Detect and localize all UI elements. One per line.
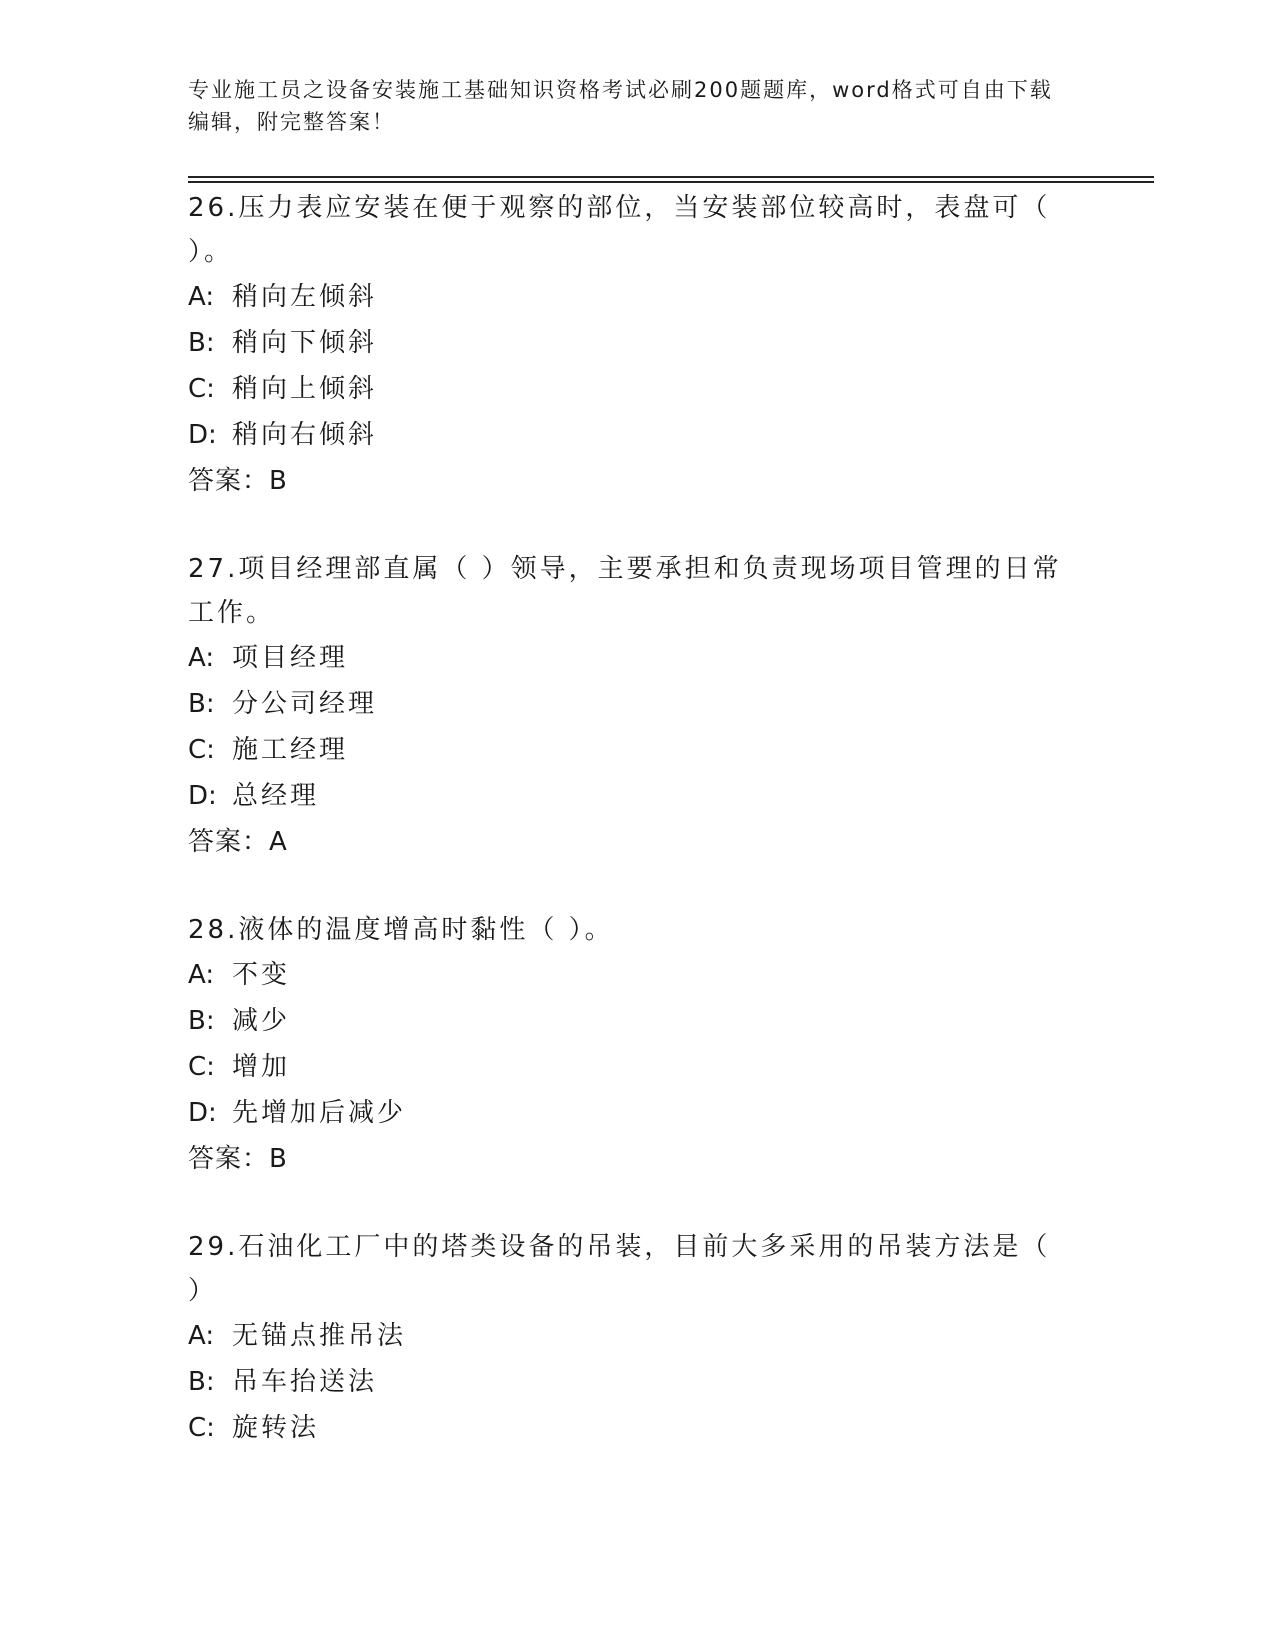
option-text: 不变 — [232, 960, 291, 990]
question-26 — [188, 186, 1068, 504]
option-letter: D: — [188, 781, 217, 811]
option-letter: C: — [188, 374, 215, 404]
option-text: 施工经理 — [232, 735, 349, 765]
question-stem: 29.石油化工厂中的塔类设备的吊装，目前大多采用的吊装方法是（ ） — [188, 1232, 1051, 1306]
option-c — [188, 727, 1068, 773]
option-c — [188, 1044, 1068, 1090]
option-a — [188, 274, 1068, 320]
option-d — [188, 1090, 1068, 1136]
option-a — [188, 952, 1068, 998]
option-text: 稍向下倾斜 — [232, 328, 378, 358]
option-letter: B: — [188, 328, 215, 358]
answer: 答案：A — [188, 827, 288, 857]
option-d — [188, 412, 1068, 458]
option-letter: C: — [188, 1052, 215, 1082]
answer: 答案：B — [188, 1144, 288, 1174]
header-divider-top — [188, 176, 1154, 178]
option-c — [188, 1405, 1068, 1451]
option-text: 稍向右倾斜 — [232, 420, 378, 450]
option-text: 总经理 — [232, 781, 320, 811]
option-letter: B: — [188, 1006, 215, 1036]
option-text: 分公司经理 — [232, 689, 378, 719]
answer: 答案：B — [188, 466, 288, 496]
option-letter: A: — [188, 643, 215, 673]
option-d — [188, 773, 1068, 819]
option-text: 减少 — [232, 1006, 291, 1036]
option-letter: C: — [188, 1413, 215, 1443]
option-text: 稍向左倾斜 — [232, 282, 378, 312]
option-c — [188, 366, 1068, 412]
option-a — [188, 635, 1068, 681]
question-29 — [188, 1225, 1068, 1451]
option-letter: A: — [188, 960, 215, 990]
option-text: 先增加后减少 — [232, 1098, 407, 1128]
option-letter: B: — [188, 1367, 215, 1397]
option-text: 无锚点推吊法 — [232, 1321, 407, 1351]
option-letter: A: — [188, 282, 215, 312]
question-27 — [188, 547, 1068, 865]
option-a — [188, 1313, 1068, 1359]
option-letter: D: — [188, 420, 217, 450]
question-stem: 27.项目经理部直属（ ）领导，主要承担和负责现场项目管理的日常工作。 — [188, 554, 1062, 628]
option-b — [188, 320, 1068, 366]
option-b — [188, 998, 1068, 1044]
header-divider-bottom — [188, 181, 1154, 183]
option-letter: C: — [188, 735, 215, 765]
option-text: 项目经理 — [232, 643, 349, 673]
option-letter: A: — [188, 1321, 215, 1351]
option-text: 增加 — [232, 1052, 291, 1082]
document-title: 专业施工员之设备安装施工基础知识资格考试必刷200题题库，word格式可自由下载编辑，附完整答案！ — [188, 78, 1053, 134]
option-b — [188, 681, 1068, 727]
question-stem: 26.压力表应安装在便于观察的部位，当安装部位较高时，表盘可（ ）。 — [188, 193, 1051, 267]
option-letter: B: — [188, 689, 215, 719]
option-text: 稍向上倾斜 — [232, 374, 378, 404]
option-b — [188, 1359, 1068, 1405]
question-28 — [188, 908, 1068, 1182]
question-stem: 28.液体的温度增高时黏性（ ）。 — [188, 915, 614, 945]
option-text: 吊车抬送法 — [232, 1367, 378, 1397]
option-text: 旋转法 — [232, 1413, 320, 1443]
option-letter: D: — [188, 1098, 217, 1128]
